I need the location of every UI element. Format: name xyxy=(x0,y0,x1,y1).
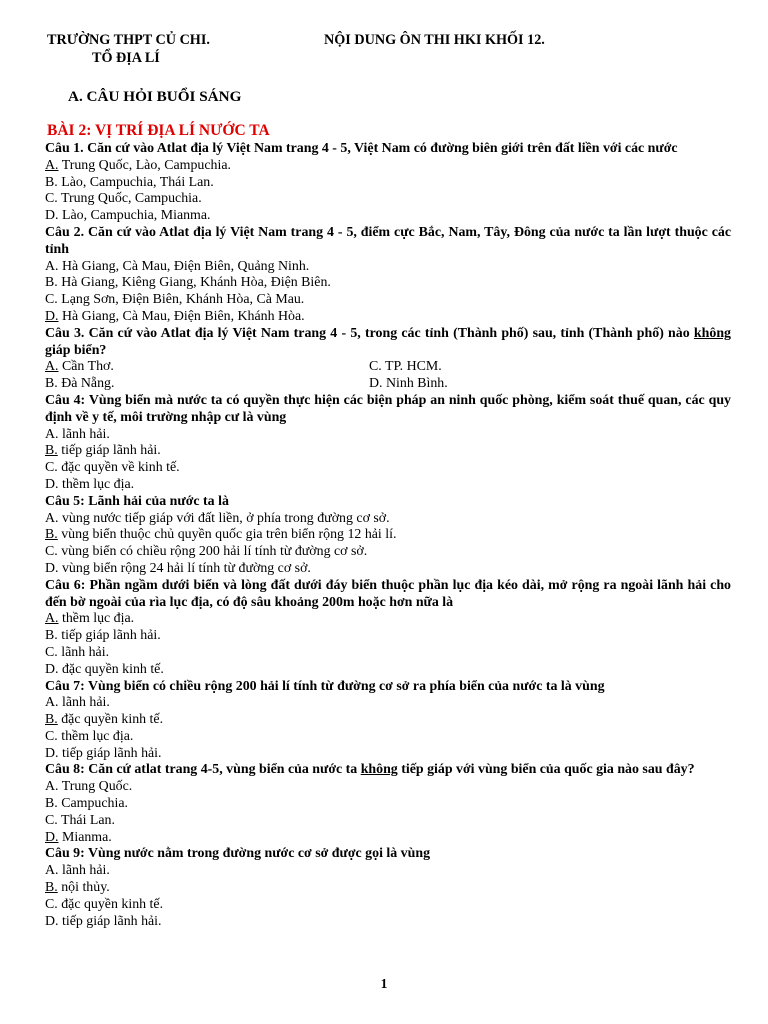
option-letter: C. xyxy=(45,812,58,828)
option-5b xyxy=(45,527,731,544)
option-letter: D. xyxy=(45,829,59,845)
option-text: đặc quyền kinh tế. xyxy=(58,661,164,677)
option-letter: C. xyxy=(45,896,58,912)
question-list xyxy=(45,141,731,930)
option-text: đặc quyền kinh tế. xyxy=(57,896,164,912)
document-header xyxy=(45,32,731,66)
option-text: lãnh hải. xyxy=(58,695,110,711)
option-letter: A. xyxy=(45,863,59,879)
option-letter: B. xyxy=(45,628,58,644)
option-7c xyxy=(45,729,731,746)
option-7d xyxy=(45,746,731,763)
option-7b xyxy=(45,712,731,729)
option-8d xyxy=(45,830,731,847)
option-text: tiếp giáp lãnh hải. xyxy=(58,913,162,929)
option-6b xyxy=(45,628,731,645)
department-name: TỔ ĐỊA LÍ xyxy=(92,50,160,66)
option-text: đặc quyền về kinh tế. xyxy=(57,460,180,476)
document-title: NỘI DUNG ÔN THI HKI KHỐI 12. xyxy=(324,32,545,48)
option-2d xyxy=(45,309,731,326)
question-6: Câu 6: Phần ngầm dưới biển và lòng đất dưới đáy biển thuộc phần lục địa kéo dài, mở rộng ra ngoài lãnh hải cho đến bờ ngoài của rìa lục địa, có độ sâu khoảng 200m hoặc hơn nữa là xyxy=(45,577,731,610)
option-9c xyxy=(45,897,731,914)
option-letter: B. xyxy=(45,880,58,896)
option-text: vùng nước tiếp giáp với đất liền, ở phía trong đường cơ sở. xyxy=(58,510,390,526)
option-2b xyxy=(45,275,731,292)
option-letter: D. xyxy=(45,308,59,324)
question-1: Câu 1. Căn cứ vào Atlat địa lý Việt Nam trang 4 - 5, Việt Nam có đường biên giới trên đất liền với các nước xyxy=(45,141,678,156)
option-6c xyxy=(45,645,731,662)
option-text: đặc quyền kinh tế. xyxy=(57,712,164,728)
option-4a xyxy=(45,427,731,444)
option-text: Trung Quốc, Campuchia. xyxy=(57,191,202,207)
option-letter: D. xyxy=(45,560,59,576)
option-4c xyxy=(45,460,731,477)
lesson-heading: BÀI 2: VỊ TRÍ ĐỊA LÍ NƯỚC TA xyxy=(47,122,270,139)
option-3b xyxy=(45,376,369,393)
option-letter: A. xyxy=(45,157,59,173)
option-letter: B. xyxy=(45,376,58,392)
option-text: thềm lục địa. xyxy=(58,611,135,627)
option-text: Campuchia. xyxy=(57,796,128,812)
option-5a xyxy=(45,511,731,528)
option-letter: C. xyxy=(45,191,58,207)
option-text: thềm lục địa. xyxy=(57,728,134,744)
option-letter: C. xyxy=(45,728,58,744)
option-5d xyxy=(45,561,731,578)
option-8c xyxy=(45,813,731,830)
question-text: giáp biển? xyxy=(45,342,107,358)
option-8a xyxy=(45,779,731,796)
document-page xyxy=(45,32,731,929)
option-text: Hà Giang, Kiêng Giang, Khánh Hòa, Điện Biên. xyxy=(57,275,331,291)
option-3a xyxy=(45,359,369,376)
option-1d xyxy=(45,208,731,225)
option-letter: A. xyxy=(45,359,59,375)
option-text: vùng biển thuộc chủ quyền quốc gia trên biển rộng 12 hải lí. xyxy=(57,527,397,543)
option-letter: D. xyxy=(45,476,59,492)
question-text: Câu 8: Căn cứ atlat trang 4-5, vùng biển của nước ta xyxy=(45,762,361,778)
option-8b xyxy=(45,796,731,813)
option-letter: B. xyxy=(45,796,58,812)
option-1b xyxy=(45,175,731,192)
option-letter: B. xyxy=(45,443,58,459)
option-text: lãnh hải. xyxy=(58,863,110,879)
question-7: Câu 7: Vùng biển có chiều rộng 200 hải lí tính từ đường cơ sở ra phía biển của nước ta là vùng xyxy=(45,678,605,694)
page-number: 1 xyxy=(380,976,388,991)
option-text: lãnh hải. xyxy=(58,426,110,442)
option-text: tiếp giáp lãnh hải. xyxy=(57,443,161,459)
option-text: Cần Thơ. xyxy=(58,359,114,375)
option-letter: A. xyxy=(45,426,59,442)
option-text: vùng biển có chiều rộng 200 hải lí tính từ đường cơ sở. xyxy=(57,544,368,560)
option-text: Lào, Campuchia, Mianma. xyxy=(58,208,211,224)
option-9a xyxy=(45,863,731,880)
option-text: Đà Nẵng. xyxy=(57,376,115,392)
option-letter: C. xyxy=(369,359,382,375)
option-2a xyxy=(45,259,731,276)
option-5c xyxy=(45,544,731,561)
option-9d xyxy=(45,914,731,931)
option-text: Thái Lan. xyxy=(57,812,115,828)
option-letter: C. xyxy=(45,544,58,560)
question-5: Câu 5: Lãnh hải của nước ta là xyxy=(45,493,229,509)
option-letter: B. xyxy=(45,712,58,728)
option-letter: A. xyxy=(45,258,59,274)
option-text: Lạng Sơn, Điện Biên, Khánh Hòa, Cà Mau. xyxy=(57,292,305,308)
option-1a xyxy=(45,158,731,175)
option-4b xyxy=(45,443,731,460)
option-text: Trung Quốc. xyxy=(58,779,133,795)
option-text: nội thủy. xyxy=(57,880,110,896)
question-9: Câu 9: Vùng nước nằm trong đường nước cơ sở được gọi là vùng xyxy=(45,846,431,862)
option-2c xyxy=(45,292,731,309)
option-letter: C. xyxy=(45,460,58,476)
section-heading: A. CÂU HỎI BUỔI SÁNG xyxy=(68,88,242,105)
option-letter: C. xyxy=(45,292,58,308)
option-letter: B. xyxy=(45,174,58,190)
option-letter: C. xyxy=(45,644,58,660)
question-text: tiếp giáp với vùng biển của quốc gia nào sau đây? xyxy=(397,762,695,778)
option-7a xyxy=(45,695,731,712)
option-6d xyxy=(45,662,731,679)
question-emphasis: không xyxy=(693,325,731,341)
option-3c xyxy=(369,359,693,376)
option-letter: D. xyxy=(45,208,59,224)
option-letter: A. xyxy=(45,695,59,711)
option-text: TP. HCM. xyxy=(381,359,442,375)
option-6a xyxy=(45,611,731,628)
option-letter: A. xyxy=(45,611,59,627)
option-4d xyxy=(45,477,731,494)
option-text: tiếp giáp lãnh hải. xyxy=(57,628,161,644)
option-1c xyxy=(45,191,731,208)
option-text: lãnh hải. xyxy=(57,644,110,660)
option-letter: A. xyxy=(45,779,59,795)
option-letter: D. xyxy=(45,913,59,929)
question-4: Câu 4: Vùng biển mà nước ta có quyền thực hiện các biện pháp an ninh quốc phòng, kiểm soát thuế quan, các quy định về y tế, môi trường nhập cư là vùng xyxy=(45,392,731,425)
option-text: Trung Quốc, Lào, Campuchia. xyxy=(58,157,231,173)
option-text: thềm lục địa. xyxy=(58,476,135,492)
option-row xyxy=(45,376,731,393)
question-3 xyxy=(45,326,731,360)
school-name: TRƯỜNG THPT CỦ CHI. xyxy=(47,32,210,48)
option-letter: A. xyxy=(45,510,59,526)
question-emphasis: không xyxy=(360,762,398,778)
option-text: tiếp giáp lãnh hải. xyxy=(58,745,162,761)
option-letter: B. xyxy=(45,527,58,543)
option-letter: D. xyxy=(45,745,59,761)
option-text: Lào, Campuchia, Thái Lan. xyxy=(57,174,214,190)
option-letter: D. xyxy=(369,376,383,392)
option-3d xyxy=(369,376,693,393)
option-text: Hà Giang, Cà Mau, Điện Biên, Khánh Hòa. xyxy=(58,308,305,324)
question-text: Câu 3. Căn cứ vào Atlat địa lý Việt Nam trang 4 - 5, trong các tỉnh (Thành phố) sau, tỉnh (Thành phố) nào xyxy=(45,325,694,341)
option-text: vùng biển rộng 24 hải lí tính từ đường cơ sở. xyxy=(58,560,311,576)
option-text: Mianma. xyxy=(58,829,112,845)
option-letter: D. xyxy=(45,661,59,677)
question-8 xyxy=(45,762,731,779)
option-text: Hà Giang, Cà Mau, Điện Biên, Quảng Ninh. xyxy=(58,258,310,274)
option-text: Ninh Bình. xyxy=(382,376,448,392)
option-row xyxy=(45,359,731,376)
question-2: Câu 2. Căn cứ vào Atlat địa lý Việt Nam trang 4 - 5, điểm cực Bắc, Nam, Tây, Đông của nước ta lần lượt thuộc các tỉnh xyxy=(45,224,731,257)
option-letter: B. xyxy=(45,275,58,291)
option-9b xyxy=(45,880,731,897)
